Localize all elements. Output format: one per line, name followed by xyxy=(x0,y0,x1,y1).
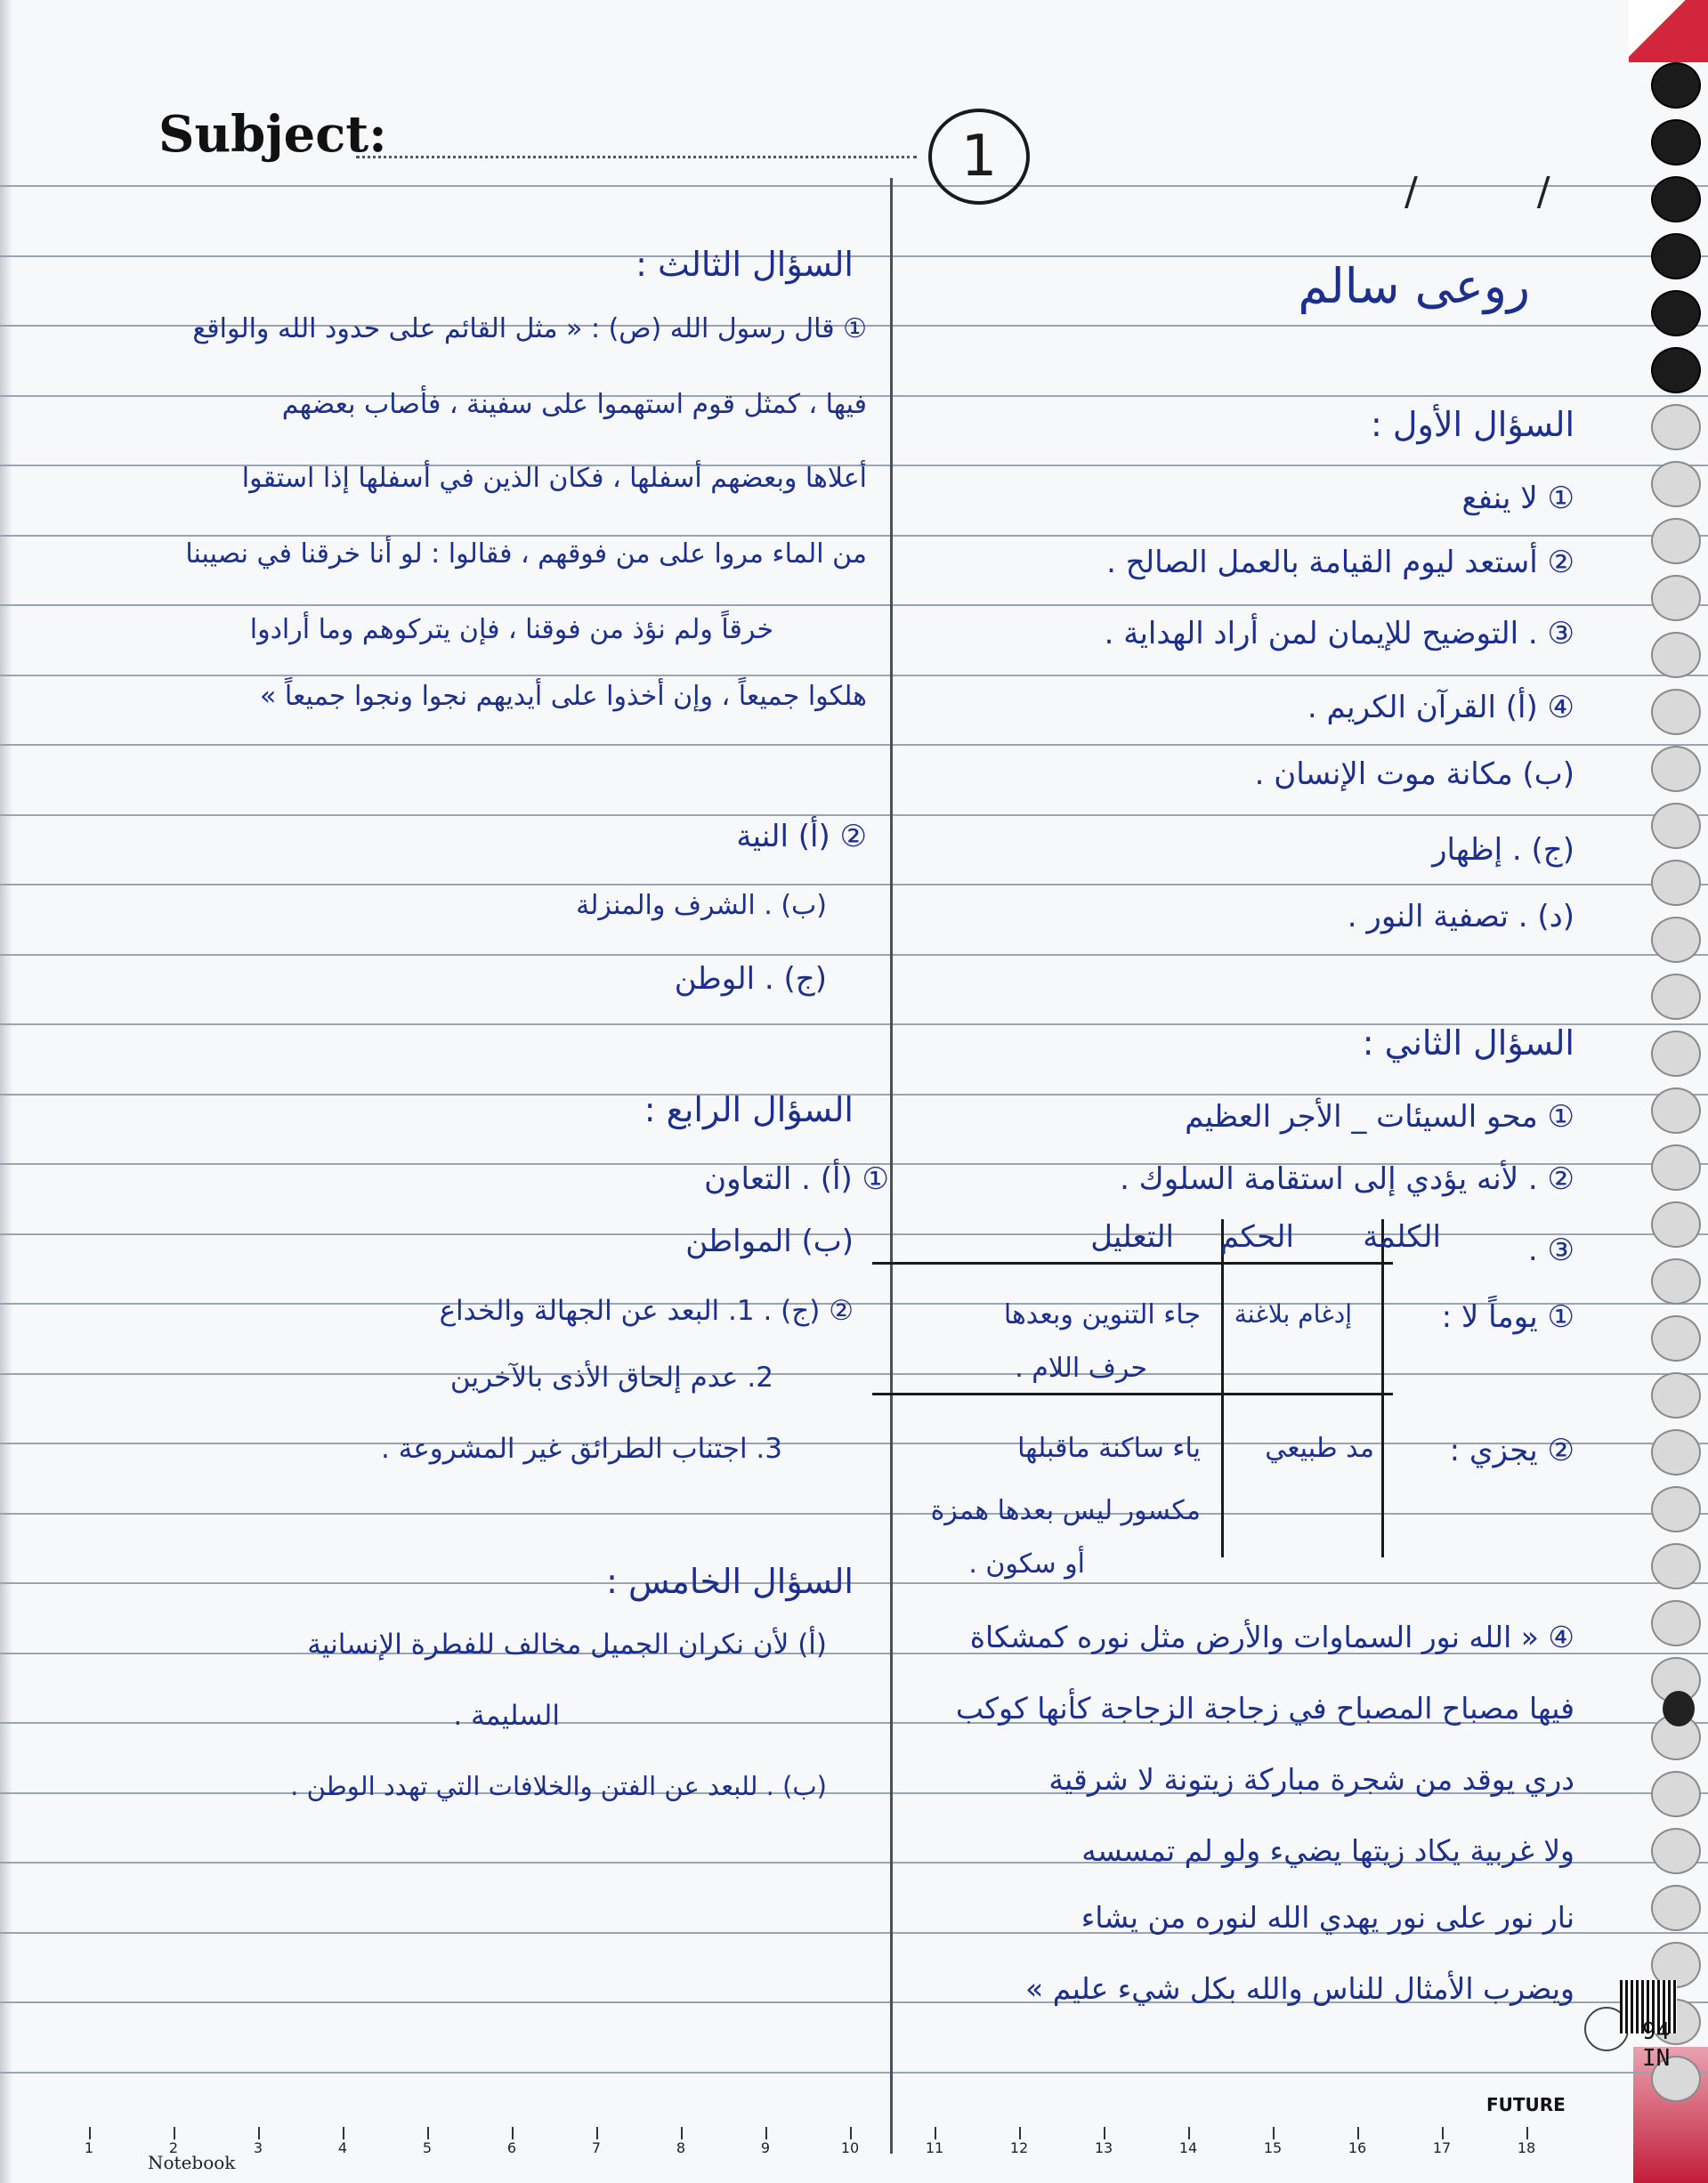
q3-item: (ج) . الوطن xyxy=(674,961,827,997)
binder-hole xyxy=(1651,1828,1701,1874)
page-number-circle xyxy=(928,109,1030,205)
ruler-tick xyxy=(89,2127,91,2139)
ruler-number: 2 xyxy=(168,2139,179,2156)
ruler-number: 1 xyxy=(84,2139,94,2156)
q3-item: ② (أ) النية xyxy=(736,819,867,854)
ruler-number: 11 xyxy=(925,2139,944,2156)
q4-item: 3. اجتناب الطرائق غير المشروعة . xyxy=(380,1433,782,1465)
future-brand-logo: FUTURE xyxy=(1486,2094,1566,2115)
ayah-line: ولا غربية يكاد زيتها يضيء ولو لم تمسسه xyxy=(1081,1833,1574,1868)
ruler-number: 13 xyxy=(1094,2139,1113,2156)
page-number: 1 xyxy=(960,124,998,190)
ayah-line: ④ « الله نور السماوات والأرض مثل نوره كمشكاة xyxy=(969,1620,1574,1654)
ruler-number: 3 xyxy=(253,2139,263,2156)
ruled-line xyxy=(0,604,1708,606)
ruler-tick xyxy=(427,2127,429,2139)
binder-hole xyxy=(1651,974,1701,1020)
ayah-line: دري يوقد من شجرة مباركة زيتونة لا شرقية xyxy=(1048,1762,1574,1797)
ruler-number: 14 xyxy=(1178,2139,1198,2156)
table-header-ruling: الحكم xyxy=(1219,1219,1294,1255)
binder-hole xyxy=(1651,518,1701,564)
table-cell-ruling: إدغام بلاغنة xyxy=(1234,1299,1352,1329)
ruler-number: 6 xyxy=(506,2139,517,2156)
hadith-line: خرقاً ولم نؤذ من فوقنا ، فإن يتركوهم وما أرادوا xyxy=(249,614,773,645)
ruler-tick xyxy=(512,2127,514,2139)
q2-item: ① محو السيئات _ الأجر العظيم xyxy=(1185,1099,1574,1135)
table-cell-reason: حرف اللام . xyxy=(1015,1353,1147,1384)
binder-hole xyxy=(1651,860,1701,906)
table-cell-word: ① يوماً لا : xyxy=(1441,1299,1574,1335)
q1-item: ② أستعد ليوم القيامة بالعمل الصالح . xyxy=(1106,545,1574,580)
hadith-line: ① قال رسول الله (ص) : « مثل القائم على حدود الله والواقع xyxy=(192,313,867,344)
hadith-line: من الماء مروا على من فوقهم ، فقالوا : لو أنا خرقنا في نصيبنا xyxy=(185,538,867,570)
binder-hole xyxy=(1651,1600,1701,1646)
ruled-line xyxy=(0,255,1708,257)
table-row-rule xyxy=(872,1393,1393,1395)
date-field: / / xyxy=(1404,169,1604,214)
q4-item: 2. عدم إلحاق الأذى بالآخرين xyxy=(449,1362,773,1394)
binder-hole xyxy=(1651,803,1701,849)
binder-hole xyxy=(1651,176,1701,222)
q2-table-marker: ③ . xyxy=(1527,1233,1574,1268)
binder-hole xyxy=(1651,689,1701,735)
binder-hole xyxy=(1651,1258,1701,1305)
q1-item: (د) . تصفية النور . xyxy=(1347,899,1574,934)
table-col-rule xyxy=(1381,1219,1384,1557)
binder-hole xyxy=(1651,1885,1701,1931)
binder-hole xyxy=(1651,347,1701,393)
q3-title: السؤال الثالث : xyxy=(635,245,854,284)
subject-dotted-line xyxy=(356,156,917,158)
table-cell-word: ② يجزي : xyxy=(1449,1433,1574,1468)
binder-hole xyxy=(1651,1144,1701,1191)
ruled-line xyxy=(0,1582,1708,1584)
ruler-tick xyxy=(1357,2127,1359,2139)
q3-item: (ب) . الشرف والمنزلة xyxy=(576,890,827,921)
ayah-line: فيها مصباح المصباح في زجاجة الزجاجة كأنها كوكب xyxy=(955,1691,1574,1726)
binder-hole xyxy=(1651,1429,1701,1476)
ruler-number: 16 xyxy=(1348,2139,1367,2156)
ruled-line xyxy=(0,1373,1708,1375)
binder-hole xyxy=(1651,917,1701,963)
center-margin-line xyxy=(890,178,893,2154)
ruler-number: 7 xyxy=(591,2139,602,2156)
brand-tab-icon xyxy=(1663,1691,1695,1726)
ruler-tick xyxy=(174,2127,175,2139)
ruled-line xyxy=(0,535,1708,537)
q1-title: السؤال الأول : xyxy=(1371,405,1574,444)
ruler-tick xyxy=(258,2127,260,2139)
ruled-line xyxy=(0,675,1708,676)
q2-item: ② . لأنه يؤدي إلى استقامة السلوك . xyxy=(1120,1161,1574,1197)
page-edge-shadow xyxy=(0,0,12,2183)
ruler-tick xyxy=(850,2127,852,2139)
ruled-line xyxy=(0,1513,1708,1515)
table-cell-ruling: مد طبيعي xyxy=(1265,1433,1374,1464)
binder-hole xyxy=(1651,62,1701,109)
q5-item: السليمة . xyxy=(453,1700,560,1732)
ruler-number: 4 xyxy=(337,2139,348,2156)
q4-title: السؤال الرابع : xyxy=(644,1090,854,1129)
ruled-line xyxy=(0,1094,1708,1096)
binder-hole xyxy=(1651,575,1701,621)
ruled-line xyxy=(0,814,1708,816)
binder-hole xyxy=(1651,1543,1701,1589)
q2-title: السؤال الثاني : xyxy=(1362,1023,1574,1063)
ruler-tick xyxy=(596,2127,598,2139)
binder-hole xyxy=(1651,746,1701,792)
ruler-tick xyxy=(1019,2127,1021,2139)
q5-item: (ب) . للبعد عن الفتن والخلافات التي تهدد الوطن . xyxy=(290,1771,827,1801)
student-name: روعى سالم xyxy=(1298,258,1530,314)
q4-item: (ب) المواطن xyxy=(685,1224,854,1259)
binder-hole xyxy=(1651,119,1701,166)
table-cell-reason: مكسور ليس بعدها همزة xyxy=(930,1495,1201,1526)
ruler-tick xyxy=(765,2127,767,2139)
table-cell-reason: أو سكون . xyxy=(968,1548,1085,1580)
binder-hole xyxy=(1651,233,1701,279)
ruler-tick xyxy=(1442,2127,1444,2139)
side-code: 94 IN xyxy=(1642,2018,1671,2072)
ruled-line xyxy=(0,744,1708,746)
q1-item: ④ (أ) القرآن الكريم . xyxy=(1307,690,1574,725)
ruled-line xyxy=(0,1233,1708,1235)
ruler-number: 17 xyxy=(1432,2139,1452,2156)
binder-hole xyxy=(1651,632,1701,678)
table-col-rule xyxy=(1221,1219,1224,1557)
hadith-line: أعلاها وبعضهم أسفلها ، فكان الذين في أسفلها إذا استقوا xyxy=(241,463,867,494)
q5-item: (أ) لأن نكران الجميل مخالف للفطرة الإنسانية xyxy=(307,1629,827,1661)
binder-hole xyxy=(1651,1771,1701,1817)
hadith-line: فيها ، كمثل قوم استهموا على سفينة ، فأصاب بعضهم xyxy=(281,389,867,420)
table-header-word: الكلمة xyxy=(1363,1219,1441,1255)
ruler-number: 8 xyxy=(676,2139,686,2156)
subject-label: Subject: xyxy=(158,105,387,164)
ruler-tick xyxy=(681,2127,683,2139)
ruler-number: 12 xyxy=(1009,2139,1029,2156)
binder-hole xyxy=(1651,1087,1701,1134)
ruler-number: 18 xyxy=(1517,2139,1536,2156)
table-cell-reason: جاء التنوين وبعدها xyxy=(1003,1299,1201,1330)
ruled-line xyxy=(0,2072,1708,2074)
table-cell-reason: ياء ساكنة ماقبلها xyxy=(1017,1433,1201,1464)
binder-hole xyxy=(1651,1031,1701,1077)
binder-hole xyxy=(1651,404,1701,450)
ayah-line: نار نور على نور يهدي الله لنوره من يشاء xyxy=(1081,1900,1574,1935)
ruler-tick xyxy=(935,2127,936,2139)
binder-holes xyxy=(1623,0,1708,2183)
binder-hole xyxy=(1651,1315,1701,1362)
ruler-tick xyxy=(1526,2127,1528,2139)
binder-hole xyxy=(1651,461,1701,507)
ruler-tick xyxy=(1104,2127,1105,2139)
q1-item: ① لا ينفع xyxy=(1461,481,1574,516)
table-header-rule xyxy=(872,1262,1393,1265)
ruler-tick xyxy=(343,2127,344,2139)
ayah-line: ويضرب الأمثال للناس والله بكل شيء عليم » xyxy=(1025,1971,1574,2006)
ruler-tick xyxy=(1273,2127,1275,2139)
binder-hole xyxy=(1651,1486,1701,1532)
table-header-reason: التعليل xyxy=(1090,1219,1174,1255)
q4-item: ② (ج) . 1. البعد عن الجهالة والخداع xyxy=(439,1295,854,1327)
q5-title: السؤال الخامس : xyxy=(606,1562,854,1601)
ruler-number: 5 xyxy=(422,2139,433,2156)
ruled-line xyxy=(0,884,1708,885)
ruler-tick xyxy=(1188,2127,1190,2139)
binder-hole xyxy=(1651,290,1701,336)
q1-item: ③ . التوضيح للإيمان لمن أراد الهداية . xyxy=(1104,616,1574,651)
q1-item: (ج) . إظهار xyxy=(1432,832,1574,868)
ruler-number: 10 xyxy=(840,2139,860,2156)
hadith-line: هلكوا جميعاً ، وإن أخذوا على أيديهم نجوا ونجوا جميعاً » xyxy=(260,681,867,712)
ruled-line xyxy=(0,954,1708,956)
q1-item: (ب) مكانة موت الإنسان . xyxy=(1254,756,1574,792)
page-ruler xyxy=(36,2127,1584,2171)
notebook-label: Notebook xyxy=(148,2152,236,2173)
binder-hole xyxy=(1651,1372,1701,1419)
q4-item: ① (أ) . التعاون xyxy=(704,1161,889,1197)
ruler-number: 15 xyxy=(1263,2139,1283,2156)
binder-hole xyxy=(1651,1201,1701,1248)
ruler-number: 9 xyxy=(760,2139,771,2156)
